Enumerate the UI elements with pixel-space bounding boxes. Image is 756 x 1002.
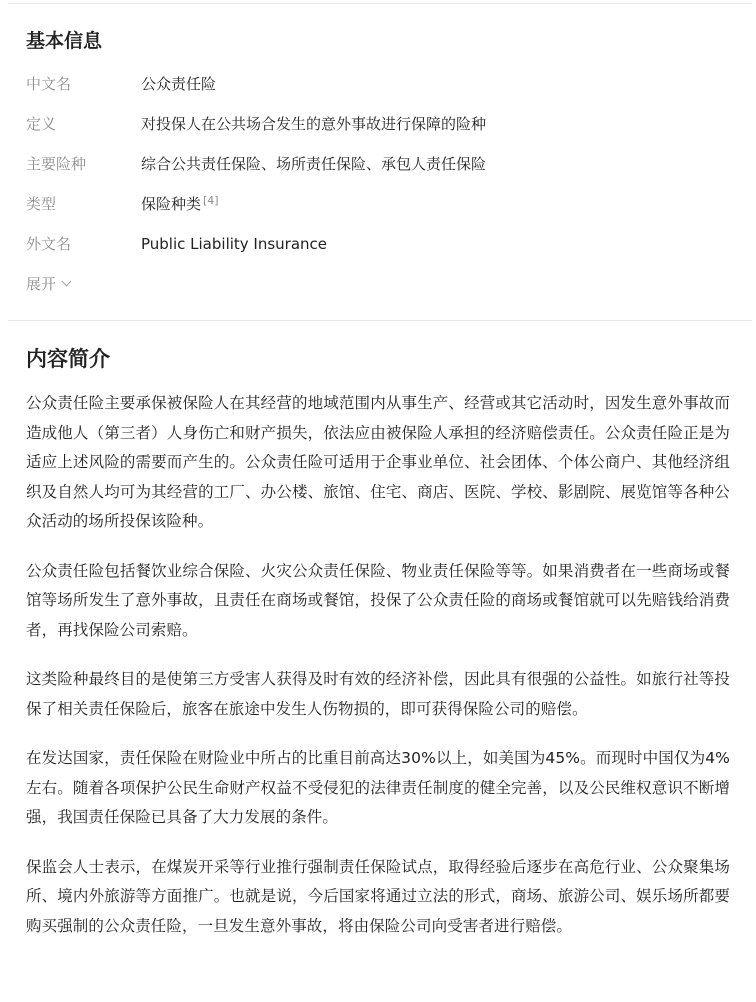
info-row-foreign-name [26,234,736,274]
info-value: Public Liability Insurance [141,235,328,253]
info-value: 对投保人在公共场合发生的意外事故进行保障的险种 [141,115,487,133]
top-divider [8,3,752,4]
basic-info-title: 基本信息 [26,30,103,52]
basic-info-section [26,28,736,294]
info-label: 定义 [26,115,57,133]
reference-link[interactable]: [4] [203,194,219,207]
info-row-definition [26,114,736,154]
info-row-main-types [26,154,736,194]
summary-section [26,344,730,961]
paragraph: 保监会人士表示，在煤炭开采等行业推行强制责任保险试点，取得经验后逐步在高危行业、公众聚集场所、境内外旅游等方面推广。也就是说，今后国家将通过立法的形式，商场、旅游公司、娱乐场所都要购买强制的公众责任险，一旦发生意外事故，将由保险公司向受害者进行赔偿。 [26,857,730,935]
expand-label: 展开 [26,275,57,293]
info-row-category [26,194,736,234]
info-value: 综合公共责任保险、场所责任保险、承包人责任保险 [141,155,487,173]
summary-body [26,389,730,941]
info-value-text: 保险种类 [141,195,202,213]
info-label: 中文名 [26,75,72,93]
info-label: 外文名 [26,235,72,253]
section-divider [8,320,752,321]
summary-title: 内容简介 [26,347,110,371]
basic-info-list [26,74,736,274]
paragraph: 公众责任险主要承保被保险人在其经营的地域范围内从事生产、经营或其它活动时，因发生意外事故而造成他人（第三者）人身伤亡和财产损失，依法应由被保险人承担的经济赔偿责任。公众责任险正是为适应上述风险的需要而产生的。公众责任险可适用于企事业单位、社会团体、个体公商户、其他经济组织及自然人均可为其经营的工厂、办公楼、旅馆、住宅、商店、医院、学校、影剧院、展览馆等各种公众活动的场所投保该险种。 [26,394,730,530]
paragraph: 在发达国家，责任保险在财险业中所占的比重目前高达30%以上，如美国为45%。而现时中国仅为4%左右。随着各项保护公民生命财产权益不受侵犯的法律责任制度的健全完善，以及公民维权意识不断增强，我国责任保险已具备了大力发展的条件。 [26,749,730,826]
info-label: 主要险种 [26,155,87,173]
info-value: 公众责任险 [141,75,217,93]
info-label: 类型 [26,195,57,213]
paragraph: 这类险种最终目的是使第三方受害人获得及时有效的经济补偿，因此具有很强的公益性。如旅行社等投保了相关责任保险后，旅客在旅途中发生人伤物损的，即可获得保险公司的赔偿。 [26,670,730,718]
chevron-down-icon [62,276,72,286]
info-row-chinese-name [26,74,736,114]
expand-button[interactable] [26,274,70,294]
info-value [141,194,219,214]
paragraph: 公众责任险包括餐饮业综合保险、火灾公众责任保险、物业责任保险等等。如果消费者在一些商场或餐馆等场所发生了意外事故，且责任在商场或餐馆，投保了公众责任险的商场或餐馆就可以先赔钱给消费者，再找保险公司索赔。 [26,561,730,639]
